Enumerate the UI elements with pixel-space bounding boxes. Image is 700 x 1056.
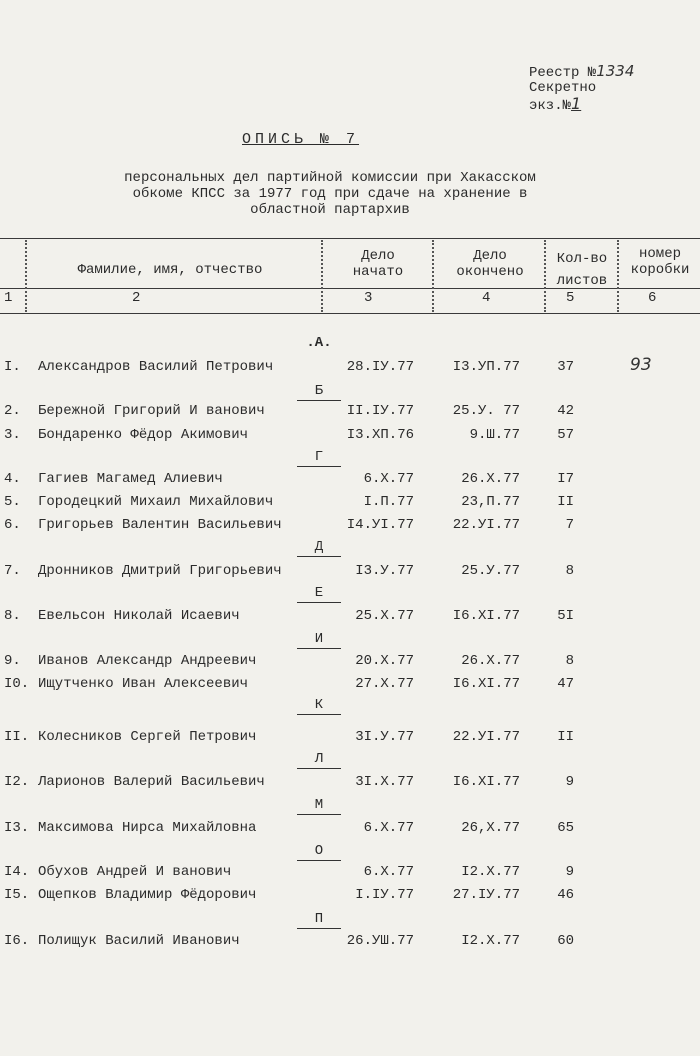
column-separator [432, 240, 434, 312]
sheet-count: 37 [557, 359, 574, 375]
sheet-count: 5I [557, 608, 574, 624]
row-number: 6. [4, 517, 21, 533]
row-number: 5. [4, 494, 21, 510]
box-number: 93 [630, 355, 652, 375]
sheet-count: 46 [557, 887, 574, 903]
registry-block [529, 64, 634, 114]
column-number: 5 [566, 290, 575, 306]
case-start-date: 26.УШ.77 [346, 933, 414, 949]
column-separator [25, 240, 27, 312]
letter-heading: О [297, 842, 341, 861]
person-name: Дронников Дмитрий Григорьевич [38, 563, 282, 579]
row-number: 7. [4, 563, 21, 579]
sheet-count: 8 [565, 563, 574, 579]
header-box-line: номер [638, 246, 681, 262]
letter-heading: П [297, 910, 341, 929]
row-number: I2. [4, 774, 30, 790]
sheet-count: II [557, 494, 574, 510]
sheet-count: 8 [565, 653, 574, 669]
letter-heading: Г [297, 448, 341, 467]
row-number: 2. [4, 403, 21, 419]
document-title: ОПИСЬ № 7 [242, 131, 360, 148]
case-start-date: 20.Х.77 [355, 653, 414, 669]
column-separator [617, 240, 619, 312]
document-subtitle [0, 170, 660, 218]
case-start-date: 3I.Х.77 [355, 774, 414, 790]
person-name: Городецкий Михаил Михайлович [38, 494, 274, 510]
header-end-line: Дело [473, 248, 507, 264]
person-name: Обухов Андрей И ванович [38, 864, 232, 880]
registry-label: Реестр № [529, 65, 597, 81]
copy-number: 1 [571, 94, 582, 113]
person-name: Бережной Григорий И ванович [38, 403, 265, 419]
column-number: 1 [4, 290, 13, 306]
case-end-date: 26.Х.77 [461, 653, 520, 669]
case-start-date: II.IУ.77 [346, 403, 414, 419]
person-name: Полищук Василий Иванович [38, 933, 240, 949]
subtitle-line: персональных дел партийной комиссии при Хакасском [124, 170, 536, 186]
header-end-line: окончено [456, 264, 524, 280]
case-end-date: 26.Х.77 [461, 471, 520, 487]
row-number: 9. [4, 653, 21, 669]
header-sheets-line: Кол-во [556, 251, 608, 267]
row-number: I3. [4, 820, 30, 836]
sheet-count: 7 [565, 517, 574, 533]
case-start-date: I.П.77 [363, 494, 414, 510]
case-end-date: I6.ХI.77 [452, 676, 520, 692]
column-separator [544, 240, 546, 312]
header-end [438, 248, 542, 280]
letter-heading: Б [297, 382, 341, 401]
case-start-date: 28.IУ.77 [346, 359, 414, 375]
case-end-date: 22.УI.77 [452, 729, 520, 745]
row-number: I4. [4, 864, 30, 880]
header-start [328, 248, 428, 280]
case-end-date: 9.Ш.77 [469, 427, 520, 443]
case-end-date: I2.Х.77 [461, 864, 520, 880]
letter-heading: К [297, 696, 341, 715]
person-name: Колесников Сергей Петрович [38, 729, 257, 745]
case-start-date: 25.Х.77 [355, 608, 414, 624]
row-number: 8. [4, 608, 21, 624]
person-name: Александров Василий Петрович [38, 359, 274, 375]
letter-heading: Д [297, 538, 341, 557]
case-start-date: I3.У.77 [355, 563, 414, 579]
case-start-date: I.IУ.77 [355, 887, 414, 903]
letter-heading: .А. [306, 335, 332, 351]
row-number: II. [4, 729, 30, 745]
column-number: 6 [648, 290, 657, 306]
subtitle-line: областной партархив [250, 202, 410, 218]
sheet-count: 65 [557, 820, 574, 836]
header-name: Фамилие, имя, отчество [77, 262, 263, 278]
letter-heading: М [297, 796, 341, 815]
row-number: I5. [4, 887, 30, 903]
sheet-count: 60 [557, 933, 574, 949]
sheet-count: 47 [557, 676, 574, 692]
column-number: 2 [132, 290, 141, 306]
case-start-date: I4.УI.77 [346, 517, 414, 533]
copy-line [529, 96, 634, 114]
person-name: Максимова Нирса Михайловна [38, 820, 257, 836]
registry-line [529, 64, 634, 81]
person-name: Ищутченко Иван Алексеевич [38, 676, 249, 692]
letter-heading: Е [297, 584, 341, 603]
sheet-count: 57 [557, 427, 574, 443]
registry-number: 1334 [596, 62, 635, 80]
sheet-count: I7 [557, 471, 574, 487]
letter-heading: Л [297, 750, 341, 769]
letter-heading: И [297, 630, 341, 649]
table-top-rule [0, 238, 700, 239]
header-sheets [549, 248, 615, 292]
case-end-date: 26,Х.77 [461, 820, 520, 836]
case-end-date: 25.У.77 [461, 563, 520, 579]
subtitle-line: обкоме КПСС за 1977 год при сдаче на хранение в [132, 186, 528, 202]
row-number: I6. [4, 933, 30, 949]
header-box [622, 246, 698, 278]
sheet-count: 9 [565, 864, 574, 880]
column-number: 4 [482, 290, 491, 306]
header-sheets-line: листов [556, 273, 608, 289]
case-start-date: 6.Х.77 [363, 864, 414, 880]
case-end-date: 22.УI.77 [452, 517, 520, 533]
person-name: Бондаренко Фёдор Акимович [38, 427, 249, 443]
sheet-count: 9 [565, 774, 574, 790]
table-numbers-rule [0, 313, 700, 314]
header-start-line: начато [352, 264, 404, 280]
column-separator [321, 240, 323, 312]
column-number: 3 [364, 290, 373, 306]
person-name: Ощепков Владимир Фёдорович [38, 887, 257, 903]
case-start-date: 6.Х.77 [363, 820, 414, 836]
person-name: Ларионов Валерий Васильевич [38, 774, 265, 790]
header-start-line: Дело [361, 248, 395, 264]
sheet-count: II [557, 729, 574, 745]
case-start-date: 3I.У.77 [355, 729, 414, 745]
case-end-date: I2.Х.77 [461, 933, 520, 949]
header-box-line: коробки [630, 262, 690, 278]
case-start-date: 27.Х.77 [355, 676, 414, 692]
row-number: 3. [4, 427, 21, 443]
row-number: I0. [4, 676, 30, 692]
person-name: Евельсон Николай Исаевич [38, 608, 240, 624]
case-end-date: 27.IУ.77 [452, 887, 520, 903]
sheet-count: 42 [557, 403, 574, 419]
case-end-date: I6.ХI.77 [452, 774, 520, 790]
case-end-date: I6.ХI.77 [452, 608, 520, 624]
case-end-date: I3.УП.77 [452, 359, 520, 375]
row-number: 4. [4, 471, 21, 487]
case-end-date: 23,П.77 [461, 494, 520, 510]
person-name: Иванов Александр Андреевич [38, 653, 257, 669]
row-number: I. [4, 359, 21, 375]
person-name: Гагиев Магамед Алиевич [38, 471, 223, 487]
case-start-date: I3.ХП.76 [346, 427, 414, 443]
secrecy-label: Секретно [529, 80, 597, 96]
case-end-date: 25.У. 77 [452, 403, 520, 419]
case-start-date: 6.Х.77 [363, 471, 414, 487]
person-name: Григорьев Валентин Васильевич [38, 517, 282, 533]
copy-label: экз.№ [529, 98, 572, 114]
